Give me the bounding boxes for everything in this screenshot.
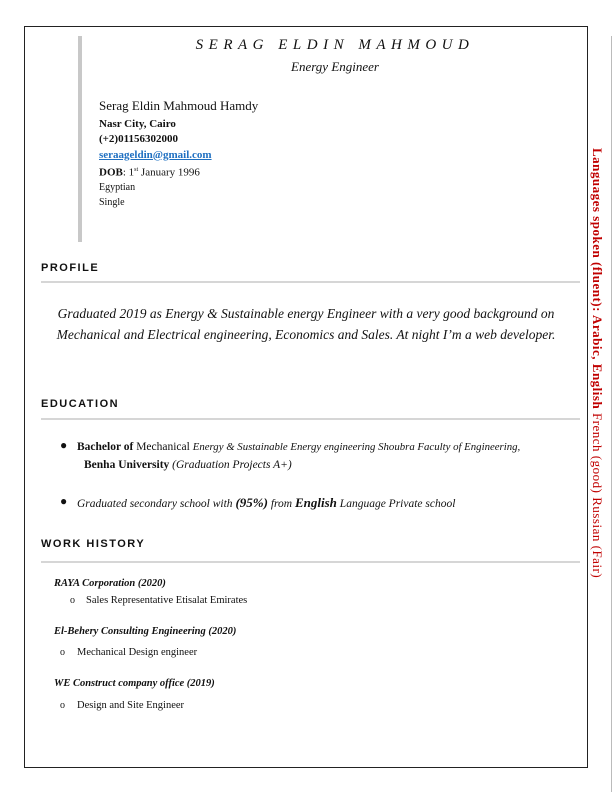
- bullet: ●: [60, 438, 68, 452]
- edu-program: Energy & Sustainable Energy engineering Shoubra Faculty of Engineering,: [192, 441, 521, 453]
- education-divider: [41, 418, 580, 420]
- bullet: ●: [60, 494, 68, 508]
- contact-phone: (+2)01156302000: [99, 133, 178, 145]
- edu2-pre: Graduated secondary school with: [77, 498, 236, 510]
- languages-text: [589, 148, 605, 578]
- contact-full-name: Serag Eldin Mahmoud Hamdy: [99, 98, 259, 113]
- profile-divider: [41, 281, 580, 283]
- job-company: WE Construct company office (2019): [54, 678, 215, 689]
- dob-day: : 1: [122, 166, 135, 179]
- edu-field: Mechanical: [133, 441, 193, 453]
- edu2-post: Language Private school: [336, 498, 456, 510]
- job-title: Energy Engineer: [291, 59, 379, 74]
- edu-degree: Bachelor of: [77, 441, 134, 453]
- work-divider: [41, 561, 580, 563]
- edu-project: (Graduation Projects A+): [169, 459, 292, 471]
- edu2-grade: (95%): [235, 495, 268, 510]
- contact-block: [99, 98, 258, 210]
- education-heading: EDUCATION: [41, 398, 120, 410]
- contact-email-link[interactable]: seraageldin@gmail.com: [99, 148, 212, 161]
- list-marker: o: [60, 700, 65, 711]
- profile-text: Graduated 2019 as Energy & Sustainable energy Engineer with a very good background on Mechanical and Electrical engineering, Economics and Sales. At night I’m a web developer.: [56, 306, 556, 342]
- contact-nationality: Egyptian: [99, 182, 136, 194]
- candidate-name: SERAG ELDIN MAHMOUD: [195, 37, 475, 53]
- languages-sidebar: [589, 148, 605, 628]
- list-marker: o: [60, 647, 65, 658]
- profile-heading: PROFILE: [41, 262, 100, 274]
- job-role: Sales Representative Etisalat Emirates: [86, 595, 248, 606]
- edu2-lang: English: [295, 495, 337, 510]
- contact-address: Nasr City, Cairo: [99, 117, 176, 130]
- job-role: Design and Site Engineer: [77, 700, 185, 711]
- job-role: Mechanical Design engineer: [77, 647, 198, 658]
- education-item: [60, 494, 580, 513]
- edu-university: Benha University: [84, 459, 170, 471]
- list-marker: o: [70, 595, 75, 606]
- job-company: El-Behery Consulting Engineering (2020): [54, 626, 237, 637]
- dob-rest: January 1996: [138, 166, 200, 179]
- contact-marital: Single: [99, 196, 125, 208]
- contact-dob: [99, 163, 258, 181]
- work-heading: WORK HISTORY: [41, 538, 146, 550]
- languages-fluent: Languages spoken (fluent): Arabic, English: [590, 148, 605, 410]
- dob-sup: st: [134, 167, 139, 173]
- job-company: RAYA Corporation (2020): [54, 578, 166, 589]
- education-item: [60, 438, 580, 474]
- dob-label: DOB: [99, 166, 123, 179]
- languages-other: French (good) Russian (Fair): [590, 409, 605, 579]
- edu2-mid: from: [267, 498, 295, 510]
